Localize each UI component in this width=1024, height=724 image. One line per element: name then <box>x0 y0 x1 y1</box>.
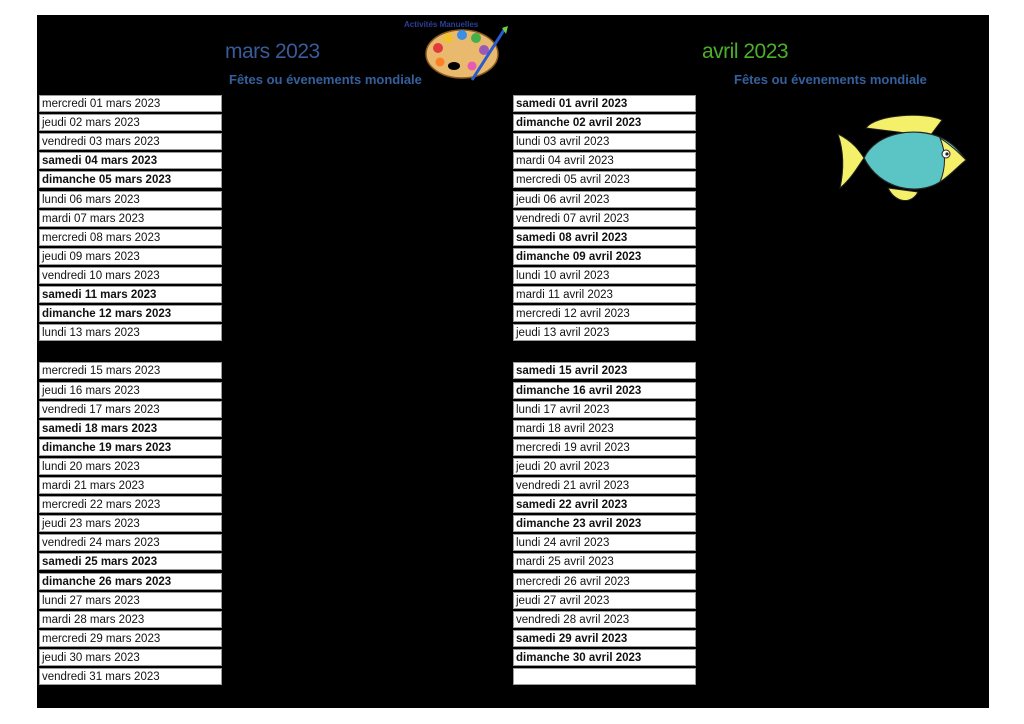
day-row: dimanche 19 mars 2023 <box>39 439 222 456</box>
day-row: jeudi 13 avril 2023 <box>513 324 696 341</box>
day-row: mardi 25 avril 2023 <box>513 553 696 570</box>
day-row: vendredi 07 avril 2023 <box>513 210 696 227</box>
day-row: vendredi 17 mars 2023 <box>39 401 222 418</box>
day-row: jeudi 02 mars 2023 <box>39 114 222 131</box>
day-row: samedi 15 avril 2023 <box>513 362 696 379</box>
day-row: mercredi 15 mars 2023 <box>39 362 222 379</box>
day-row: vendredi 21 avril 2023 <box>513 477 696 494</box>
logo-text: Activités Manuelles <box>404 20 479 29</box>
fish-icon <box>836 112 970 206</box>
day-row: dimanche 30 avril 2023 <box>513 649 696 666</box>
day-row: mercredi 22 mars 2023 <box>39 496 222 513</box>
day-row: mardi 04 avril 2023 <box>513 152 696 169</box>
day-row: samedi 08 avril 2023 <box>513 229 696 246</box>
day-row: mercredi 08 mars 2023 <box>39 229 222 246</box>
day-row: jeudi 09 mars 2023 <box>39 248 222 265</box>
day-row: mercredi 29 mars 2023 <box>39 630 222 647</box>
day-row: mardi 21 mars 2023 <box>39 477 222 494</box>
day-row: samedi 18 mars 2023 <box>39 420 222 437</box>
day-row: mercredi 05 avril 2023 <box>513 171 696 188</box>
paint-palette-icon <box>424 26 510 82</box>
day-row: dimanche 05 mars 2023 <box>39 171 222 188</box>
day-row: lundi 10 avril 2023 <box>513 267 696 284</box>
day-row: mercredi 26 avril 2023 <box>513 573 696 590</box>
day-row: samedi 01 avril 2023 <box>513 95 696 112</box>
day-row: mardi 11 avril 2023 <box>513 286 696 303</box>
day-row: mercredi 19 avril 2023 <box>513 439 696 456</box>
subtitle-mars: Fêtes ou évenements mondiale <box>229 72 422 87</box>
day-row: dimanche 26 mars 2023 <box>39 573 222 590</box>
day-row: dimanche 16 avril 2023 <box>513 382 696 399</box>
day-row: samedi 11 mars 2023 <box>39 286 222 303</box>
day-row: lundi 27 mars 2023 <box>39 592 222 609</box>
day-row <box>513 668 696 685</box>
day-row: dimanche 02 avril 2023 <box>513 114 696 131</box>
month-title-avril: avril 2023 <box>702 40 789 63</box>
day-row: jeudi 30 mars 2023 <box>39 649 222 666</box>
day-row: samedi 22 avril 2023 <box>513 496 696 513</box>
day-row: lundi 06 mars 2023 <box>39 191 222 208</box>
day-row: jeudi 20 avril 2023 <box>513 458 696 475</box>
day-row: mardi 28 mars 2023 <box>39 611 222 628</box>
day-row: jeudi 23 mars 2023 <box>39 515 222 532</box>
day-row: lundi 20 mars 2023 <box>39 458 222 475</box>
day-row: samedi 29 avril 2023 <box>513 630 696 647</box>
month-title-mars: mars 2023 <box>225 40 320 63</box>
day-row: mardi 18 avril 2023 <box>513 420 696 437</box>
day-row: lundi 03 avril 2023 <box>513 133 696 150</box>
day-row: dimanche 12 mars 2023 <box>39 305 222 322</box>
day-row: dimanche 09 avril 2023 <box>513 248 696 265</box>
day-row: mercredi 12 avril 2023 <box>513 305 696 322</box>
day-row: vendredi 28 avril 2023 <box>513 611 696 628</box>
day-row: mercredi 01 mars 2023 <box>39 95 222 112</box>
day-row: lundi 24 avril 2023 <box>513 534 696 551</box>
subtitle-avril: Fêtes ou évenements mondiale <box>734 72 927 87</box>
day-row: vendredi 24 mars 2023 <box>39 534 222 551</box>
day-row: dimanche 23 avril 2023 <box>513 515 696 532</box>
day-row: lundi 13 mars 2023 <box>39 324 222 341</box>
day-row: vendredi 03 mars 2023 <box>39 133 222 150</box>
day-row: jeudi 27 avril 2023 <box>513 592 696 609</box>
day-row: vendredi 31 mars 2023 <box>39 668 222 685</box>
day-row: jeudi 16 mars 2023 <box>39 382 222 399</box>
day-row: lundi 17 avril 2023 <box>513 401 696 418</box>
day-row: samedi 04 mars 2023 <box>39 152 222 169</box>
day-row: samedi 25 mars 2023 <box>39 553 222 570</box>
day-row: jeudi 06 avril 2023 <box>513 191 696 208</box>
day-row: mardi 07 mars 2023 <box>39 210 222 227</box>
day-row: vendredi 10 mars 2023 <box>39 267 222 284</box>
